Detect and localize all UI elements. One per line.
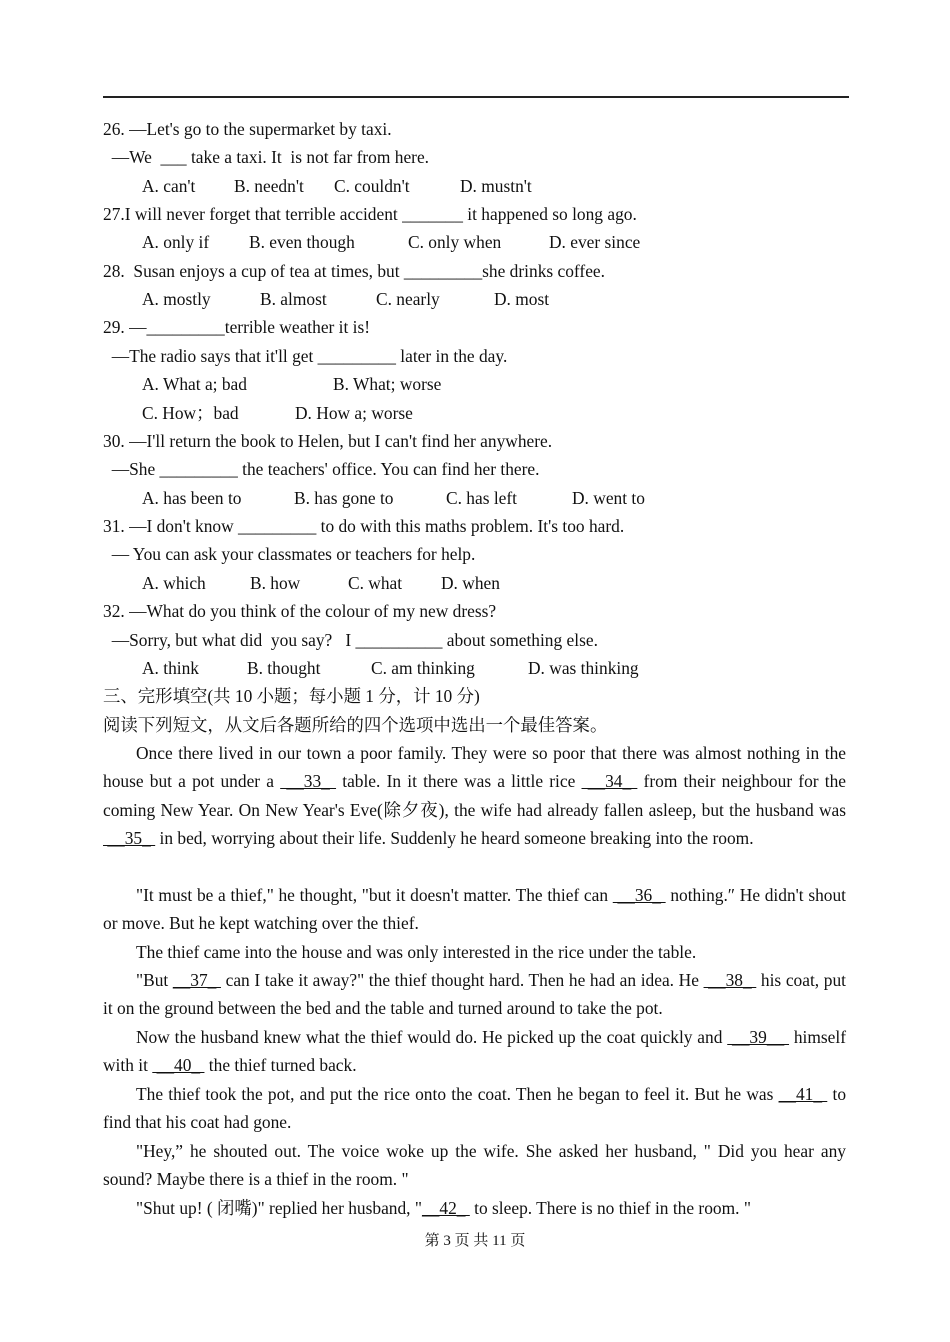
q26-option-b: B. needn't <box>234 176 304 196</box>
q29-option-c: C. How；bad <box>142 403 239 423</box>
q31-stem-line1: 31. —I don't know _________ to do with this maths problem. It's too hard. <box>103 516 625 536</box>
q29-stem-line1: 29. —_________terrible weather it is! <box>103 317 371 337</box>
q31-option-b: B. how <box>250 573 301 593</box>
q28-option-c: C. nearly <box>376 289 440 309</box>
q31-stem-line2: — You can ask your classmates or teachers for help. <box>103 544 476 564</box>
q31-option-a: A. which <box>142 573 206 593</box>
q32-stem-line2: —Sorry, but what did you say? I __________ about something else. <box>103 630 598 650</box>
blank-35: __35_ <box>103 828 156 849</box>
q27-option-c: C. only when <box>408 232 502 252</box>
q30-option-a: A. has been to <box>142 488 242 508</box>
q27-option-d: D. ever since <box>549 232 641 252</box>
passage-paragraph-8: "Shut up! ( 闭嘴)" replied her husband, "__42_ to sleep. There is no thief in the room. " <box>136 1198 751 1218</box>
blank-38: __38_ <box>703 970 757 990</box>
passage-paragraph-2: "It must be a thief," he thought, "but it doesn't matter. The thief can __36_ nothing.″ He didn't shout or move. But he kept watching over the thief. <box>103 885 846 934</box>
q32-stem-line1: 32. —What do you think of the colour of my new dress? <box>103 601 497 621</box>
q32-option-d: D. was thinking <box>528 658 639 678</box>
section-heading: 三、完形填空(共 10 小题；每小题 1 分，计 10 分) <box>103 686 480 706</box>
q27-stem: 27.I will never forget that terrible accident _______ it happened so long ago. <box>103 204 637 224</box>
passage-paragraph-1: Once there lived in our town a poor family. They were so poor that there was almost nothing in the house but a pot under a __33_ table. In it there was a little rice __34_ from their neighbour for the coming New Year. On New Year's Eve(除夕夜), the wife had already fallen asleep, but the husband was __35_ in bed, worrying about their life. Suddenly he heard someone breaking into the room. <box>103 743 847 849</box>
q31-option-c: C. what <box>348 573 403 593</box>
q28-option-b: B. almost <box>260 289 327 309</box>
q30-option-c: C. has left <box>446 488 517 508</box>
q28-option-d: D. most <box>494 289 550 309</box>
blank-39: __39__ <box>727 1027 790 1047</box>
q32-option-c: C. am thinking <box>371 658 475 678</box>
q28-stem: 28. Susan enjoys a cup of tea at times, but _________she drinks coffee. <box>103 261 605 281</box>
q29-stem-line2: —The radio says that it'll get _________ later in the day. <box>103 346 508 366</box>
blank-42: __42_ <box>421 1198 470 1218</box>
q30-stem-line2: —She _________ the teachers' office. You can find her there. <box>103 459 540 479</box>
q32-option-b: B. thought <box>247 658 321 678</box>
q26-option-c: C. couldn't <box>334 176 410 196</box>
q29-option-b: B. What; worse <box>333 374 442 394</box>
q26-stem-line2: —We ___ take a taxi. It is not far from here. <box>103 147 430 167</box>
section-instruction: 阅读下列短文，从文后各题所给的四个选项中选出一个最佳答案。 <box>103 715 608 735</box>
blank-41: __41_ <box>778 1084 828 1104</box>
passage-paragraph-5: Now the husband knew what the thief would do. He picked up the coat quickly and __39__ himself with it __40_ the thief turned back. <box>103 1027 847 1076</box>
passage-paragraph-6: The thief took the pot, and put the rice onto the coat. Then he began to feel it. But he was __41_ to find that his coat had gone. <box>103 1084 847 1133</box>
q26-stem-line1: 26. —Let's go to the supermarket by taxi. <box>103 119 392 139</box>
q30-option-d: D. went to <box>572 488 645 508</box>
q27-option-a: A. only if <box>142 232 210 252</box>
blank-37: __37_ <box>172 970 221 990</box>
passage-paragraph-3: The thief came into the house and was only interested in the rice under the table. <box>136 942 697 962</box>
blank-40: __40_ <box>152 1055 205 1076</box>
passage-paragraph-7: "Hey,” he shouted out. The voice woke up the wife. She asked her husband, " Did you hear any sound? Maybe there is a thief in the room. " <box>103 1141 846 1190</box>
q30-stem-line1: 30. —I'll return the book to Helen, but I can't find her anywhere. <box>103 431 553 451</box>
header-rule <box>103 96 849 98</box>
blank-36: __36_ <box>612 885 666 905</box>
page-footer: 第 3 页 共 11 页 <box>424 1233 526 1249</box>
q30-option-b: B. has gone to <box>294 488 394 508</box>
q29-option-a: A. What a; bad <box>142 374 247 394</box>
q28-option-a: A. mostly <box>142 289 211 309</box>
q26-option-d: D. mustn't <box>460 176 532 196</box>
q32-option-a: A. think <box>142 658 200 678</box>
q26-option-a: A. can't <box>142 176 196 196</box>
q29-option-d: D. How a; worse <box>295 403 413 423</box>
q27-option-b: B. even though <box>249 232 355 252</box>
q31-option-d: D. when <box>441 573 500 593</box>
passage-paragraph-4: "But __37_ can I take it away?" the thief thought hard. Then he had an idea. He __38_ his coat, put it on the ground between the bed and the table and turned around to take the pot. <box>103 970 846 1019</box>
blank-33: __33_ <box>280 771 337 792</box>
blank-34: __34_ <box>581 771 638 792</box>
